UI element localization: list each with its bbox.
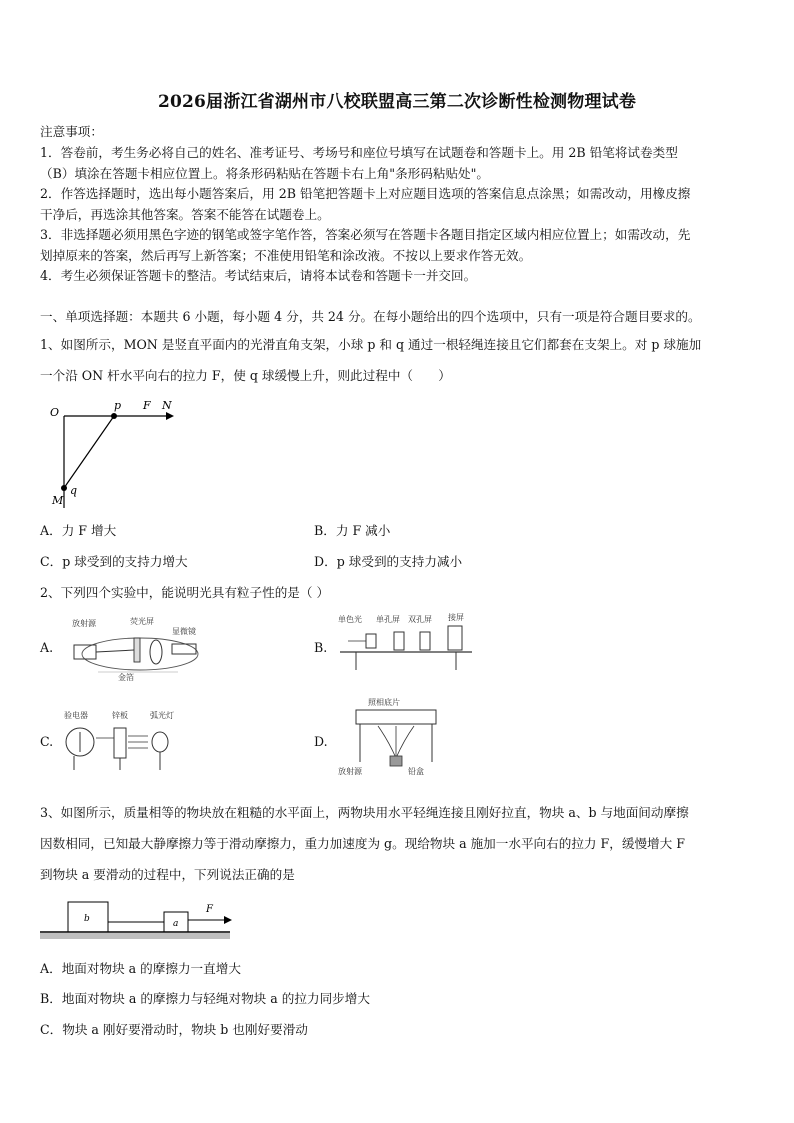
svg-text:单孔屏: 单孔屏 bbox=[376, 615, 400, 624]
label-M: M bbox=[52, 494, 64, 507]
svg-text:铅盒: 铅盒 bbox=[408, 767, 424, 776]
page-title: 2026届浙江省湖州市八校联盟高三第二次诊断性检测物理试卷 bbox=[157, 92, 637, 112]
svg-text:验电器: 验电器 bbox=[64, 711, 88, 720]
svg-text:放射源: 放射源 bbox=[72, 619, 96, 628]
notice-line: （B）填涂在答题卡相应位置上。将条形码粘贴在答题卡右上角"条形码粘贴处"。 bbox=[40, 166, 490, 181]
label-N: N bbox=[162, 399, 172, 412]
q2-option-a: A. bbox=[40, 640, 54, 655]
notice-line: 3．非选择题必须用黑色字迹的钢笔或签字笔作答，答案必须写在答题卡各题目指定区域内相应位置上；如需改动，先 bbox=[40, 227, 691, 242]
q1-stem-line: 一个沿 ON 杆水平向右的拉力 F，使 q 球缓慢上升，则此过程中（ ） bbox=[40, 368, 451, 383]
q2-figure-d bbox=[338, 696, 448, 778]
notice-line: 4．考生必须保证答题卡的整洁。考试结束后，请将本试卷和答题卡一并交回。 bbox=[40, 268, 477, 283]
svg-text:双孔屏: 双孔屏 bbox=[408, 615, 432, 624]
q2-option-c: C. bbox=[40, 734, 54, 749]
svg-text:F: F bbox=[206, 904, 213, 915]
q3-figure bbox=[40, 892, 240, 944]
q2-option-b: B. bbox=[314, 640, 328, 655]
svg-text:放射源: 放射源 bbox=[338, 767, 362, 776]
q2-stem: 2、下列四个实验中，能说明光具有粒子性的是（ ） bbox=[40, 585, 330, 600]
q1-option-c: C．p 球受到的支持力增大 bbox=[40, 554, 188, 569]
q3-stem-line: 到物块 a 要滑动的过程中，下列说法正确的是 bbox=[40, 867, 295, 882]
svg-text:a: a bbox=[173, 919, 179, 929]
label-O: O bbox=[50, 406, 60, 419]
q2-figure-a bbox=[68, 612, 208, 682]
q1-option-a: A．力 F 增大 bbox=[40, 523, 117, 538]
q1-option-b: B．力 F 减小 bbox=[314, 523, 391, 538]
q2-figure-c bbox=[62, 708, 192, 776]
q1-stem-line: 1、如图所示，MON 是竖直平面内的光滑直角支架，小球 p 和 q 通过一根轻绳连接且它们都套在支架上。对 p 球施加 bbox=[40, 337, 702, 352]
svg-text:照相底片: 照相底片 bbox=[368, 698, 400, 707]
svg-text:弧光灯: 弧光灯 bbox=[150, 711, 174, 720]
label-p: p bbox=[114, 399, 122, 412]
section-heading: 一、单项选择题：本题共 6 小题，每小题 4 分，共 24 分。在每小题给出的四个选项中，只有一项是符合题目要求的。 bbox=[40, 309, 701, 324]
q3-stem-line: 因数相同，已知最大静摩擦力等于滑动摩擦力，重力加速度为 g。现给物块 a 施加一水平向右的拉力 F，缓慢增大 F bbox=[40, 836, 685, 851]
q3-option-b: B．地面对物块 a 的摩擦力与轻绳对物块 a 的拉力同步增大 bbox=[40, 991, 370, 1006]
q1-option-d: D．p 球受到的支持力减小 bbox=[314, 554, 463, 569]
label-q: q bbox=[70, 484, 78, 497]
q2-option-d: D. bbox=[314, 734, 328, 749]
q3-option-a: A．地面对物块 a 的摩擦力一直增大 bbox=[40, 961, 241, 976]
label-F: F bbox=[143, 399, 151, 412]
q2-figure-b bbox=[336, 612, 476, 672]
svg-text:显微镜: 显微镜 bbox=[172, 627, 196, 636]
svg-text:金箔: 金箔 bbox=[118, 673, 134, 682]
notice-heading: 注意事项： bbox=[40, 124, 103, 139]
svg-text:单色光: 单色光 bbox=[338, 615, 362, 624]
svg-text:锌板: 锌板 bbox=[112, 711, 128, 720]
svg-text:荧光屏: 荧光屏 bbox=[130, 617, 154, 626]
notice-line: 划掉原来的答案，然后再写上新答案；不准使用铅笔和涂改液。不按以上要求作答无效。 bbox=[40, 248, 532, 263]
ball-q bbox=[61, 485, 67, 491]
svg-text:接屏: 接屏 bbox=[448, 613, 464, 622]
notice-line: 干净后，再选涂其他答案。答案不能答在试题卷上。 bbox=[40, 207, 330, 222]
svg-text:b: b bbox=[84, 914, 90, 924]
notice-line: 2．作答选择题时，选出每小题答案后，用 2B 铅笔把答题卡上对应题目选项的答案信息点涂黑；如需改动，用橡皮擦 bbox=[40, 186, 691, 201]
q1-figure bbox=[40, 396, 190, 511]
notice-line: 1．答卷前，考生务必将自己的姓名、准考证号、考场号和座位号填写在试题卷和答题卡上。用 2B 铅笔将试卷类型 bbox=[40, 145, 678, 160]
ball-p bbox=[111, 413, 117, 419]
q3-option-c: C．物块 a 刚好要滑动时，物块 b 也刚好要滑动 bbox=[40, 1022, 308, 1037]
q3-stem-line: 3、如图所示，质量相等的物块放在粗糙的水平面上，两物块用水平轻绳连接且刚好拉直，物块 a、b 与地面间动摩擦 bbox=[40, 805, 689, 820]
